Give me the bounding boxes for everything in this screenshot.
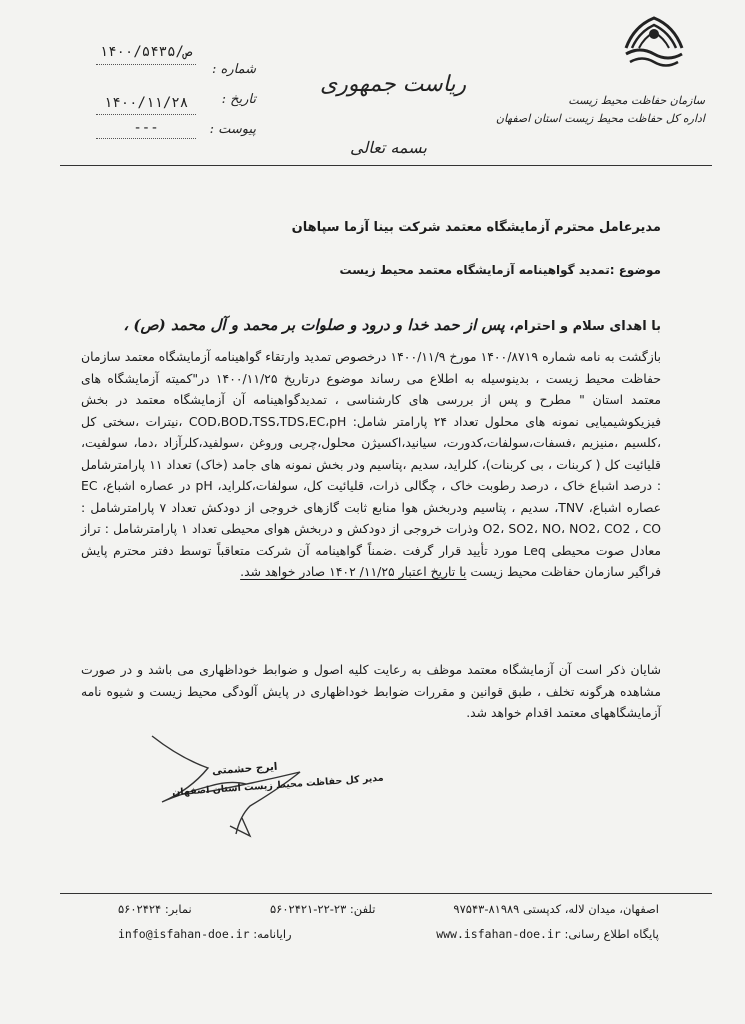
salutation <box>123 316 661 334</box>
validity-date: با تاریخ اعتبار ۱۱/۲۵/ ۱۴۰۲ صادر خواهد شد. <box>240 564 467 579</box>
letter-number: ص/۱۴۰۰/۵۴۳۵ <box>99 44 193 60</box>
subject: موضوع :تمدید گواهینامه آزمایشگاه معتمد محیط زیست <box>339 263 661 277</box>
signatory-title: مدیر کل حفاظت محیط زیست استان اصفهان <box>171 772 385 799</box>
body-paragraph-1 <box>81 346 661 583</box>
footer-email <box>118 927 292 941</box>
salutation-calligraphy: پس از حمد خدا و درود و صلوات بر محمد و آل محمد (ص) ، <box>123 316 505 334</box>
signatory-name: ایرج حشمتی <box>211 760 278 778</box>
website-label: پایگاه اطلاع رسانی: <box>564 927 659 941</box>
paragraph-1-main: بازگشت به نامه شماره ۱۴۰۰/۸۷۱۹ مورخ ۱۴۰۰/۱۱/۹ درخصوص تمدید وارتقاء گواهینامه آزمایشگاه معتمد سازمان حفاظت محیط زیست ، بدینوسیله به اطلاع می رساند موضوع درتاریخ ۱۴۰۰/۱۱/۲۵ در"کمیته آزمایشگاه های معتمد استان " مطرح و پس از بررسی های کارشناسی ، تمدیدگواهینامه آن آزمایشگاه معتمد در بخش فیزیکوشیمیایی نمونه های محلول تعداد ۲۴ پارامتر شامل: COD،BOD،TSS،TDS،EC،pH ،نیترات ،سختی کل ،کلسیم ،منیزیم ،فسفات،سولفات،کدورت، سیانید،اکسیژن محلول،چربی وروغن ،سولفید،کلرآزاد ،دما، سولفیت، قلیائیت کل ( کربنات ، بی کربنات)، کلراید، سدیم ،پتاسیم ودر بخش نمونه های جامد (خاک) تعداد ۱۱ پارامترشامل : درصد اشباع خاک ، درصد رطوبت خاک ، چگالی ذرات، قلیائیت کل، سولفات،کلراید، pH در عصاره اشباع، EC عصاره اشباع، TNV، سدیم ، پتاسیم ودربخش هوا منابع ثابت گازهای خروجی از دودکش تعداد ۷ پارامترشامل : O2، SO2، NO، NO2، CO2 ، CO وذرات خروجی از دودکش و دربخش هوای محیطی تعداد ۱ پارامترشامل : تراز معادل صوت محیطی Leq مورد تأیید قرار گرفت .ضمناً گواهینامه آن شرکت متعاقباً توسط دفتر محترم پایش فراگیر سازمان حفاظت محیط زیست <box>81 349 662 579</box>
org-name: سازمان حفاظت محیط زیست <box>568 94 705 107</box>
email-link[interactable]: info@isfahan-doe.ir <box>118 927 250 941</box>
doe-logo <box>622 8 686 72</box>
email-label: رایانامه: <box>253 927 292 941</box>
recipient: مدیرعامل محترم آزمایشگاه معتمد شرکت بینا آزما سپاهان <box>291 220 661 235</box>
salutation-plain: با اهدای سلام و احترام، <box>509 319 661 334</box>
website-link[interactable]: www.isfahan-doe.ir <box>436 927 561 941</box>
attachment-value: --- <box>133 120 159 136</box>
header-divider <box>60 165 712 166</box>
date-dotted-line <box>96 114 196 115</box>
footer-address: اصفهان، میدان لاله، کدپستی ۸۱۹۸۹-۹۷۵۴۳ <box>453 902 659 916</box>
number-label: شماره : <box>212 62 256 77</box>
attachment-dotted-line <box>96 138 196 139</box>
org-subdivision: اداره کل حفاظت محیط زیست استان اصفهان <box>495 112 705 125</box>
number-dotted-line <box>96 64 196 65</box>
attachment-label: پیوست : <box>209 122 256 137</box>
footer-divider <box>60 893 712 894</box>
presidency-title: ریاست جمهوری <box>320 72 467 97</box>
footer-website <box>436 927 659 941</box>
bismillah-heading: بسمه تعالی <box>350 138 427 157</box>
footer-fax: نمابر: ۵۶۰۲۴۲۴ <box>118 902 192 916</box>
footer-phone: تلفن: ۲۳-۲۲-۵۶۰۲۴۲۱ <box>270 902 376 916</box>
date-label: تاریخ : <box>221 92 256 107</box>
letter-date: ۱۴۰۰/۱۱/۲۸ <box>103 95 189 111</box>
body-paragraph-2: شایان ذکر است آن آزمایشگاه معتمد موظف به رعایت کلیه اصول و ضوابط خوداظهاری می باشد و در صورت مشاهده هرگونه تخلف ، طبق قوانین و مقررات ضوابط خوداظهاری در پایش آلودگی محیط زیست و شیوه نامه آزمایشگاههای معتمد اقدام خواهد شد. <box>81 662 661 720</box>
